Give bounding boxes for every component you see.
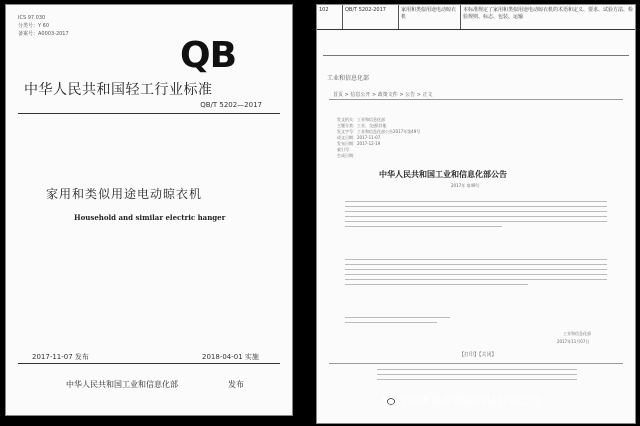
product-name-en: Household and similar electric hanger	[74, 213, 226, 222]
standard-list-table	[317, 5, 635, 30]
meta-line: 生成日期：	[337, 153, 357, 158]
attachment-list	[345, 317, 607, 327]
issue-date: 2017-11-07 发布	[32, 353, 89, 361]
announcement-title: 中华人民共和国工业和信息化部公告	[379, 170, 507, 179]
meta-line: 发布日期：2017-12-19	[337, 141, 381, 146]
table-cell-code: QB/T 5202-2017	[343, 5, 399, 29]
site-masthead: 工业和信息化部	[327, 75, 370, 82]
ics-number: ICS 97.030	[18, 15, 46, 21]
announcement-page	[316, 4, 636, 424]
signature-date: 2017年11月07日	[557, 339, 590, 344]
announcement-number: 2017年 第49号	[451, 183, 480, 188]
page-edge	[323, 55, 629, 56]
standard-title: 中华人民共和国轻工行业标准	[24, 82, 213, 98]
filing-number: 备案号：A0003-2017	[18, 31, 69, 37]
signature-org: 工业和信息化部	[563, 331, 591, 336]
table-cell-scope: 本标准规定了家用和类似用途电动晾衣机的术语和定义、要求、试验方法、检验规则、标志、包装、运输	[463, 7, 634, 20]
meta-line: 索引号：	[337, 147, 353, 152]
standard-cover-page	[5, 4, 293, 416]
product-name-cn: 家用和类似用途电动晾衣机	[46, 187, 203, 201]
issuer-suffix: 发布	[228, 380, 244, 389]
body-paragraph-1	[345, 201, 607, 231]
standard-code: QB/T 5202—2017	[200, 101, 262, 109]
watermark	[382, 392, 541, 408]
footer-divider	[18, 363, 280, 364]
body-paragraph-2	[345, 259, 607, 289]
classification-number: 分类号：Y 60	[18, 23, 50, 29]
meta-line: 主题分类：工业、交通\其他	[337, 123, 387, 128]
site-footer	[377, 369, 577, 384]
print-close-links[interactable]: 【打印】【关闭】	[459, 352, 497, 358]
table-cell-name: 家用和类似用途电动晾衣机	[399, 5, 461, 29]
footer-divider	[329, 363, 623, 364]
watermark-text: 宁波斯洛曼智能科技有限公司	[398, 394, 541, 407]
wechat-icon	[382, 395, 395, 405]
divider	[18, 113, 280, 114]
meta-line: 发文机关：工业和信息化部	[337, 117, 385, 122]
table-cell-no: 102	[317, 5, 343, 29]
meta-line: 发文字号：工业和信息化部公告2017年第49号	[337, 129, 421, 134]
meta-line: 成文日期：2017-11-07	[337, 135, 381, 140]
nav-divider	[329, 99, 623, 100]
qb-logo: QB	[180, 35, 237, 76]
issuer-name: 中华人民共和国工业和信息化部	[66, 380, 178, 389]
breadcrumb: 首页 > 信息公开 > 政策文件 > 公告 > 正文	[333, 92, 433, 98]
effective-date: 2018-04-01 实施	[202, 353, 259, 361]
